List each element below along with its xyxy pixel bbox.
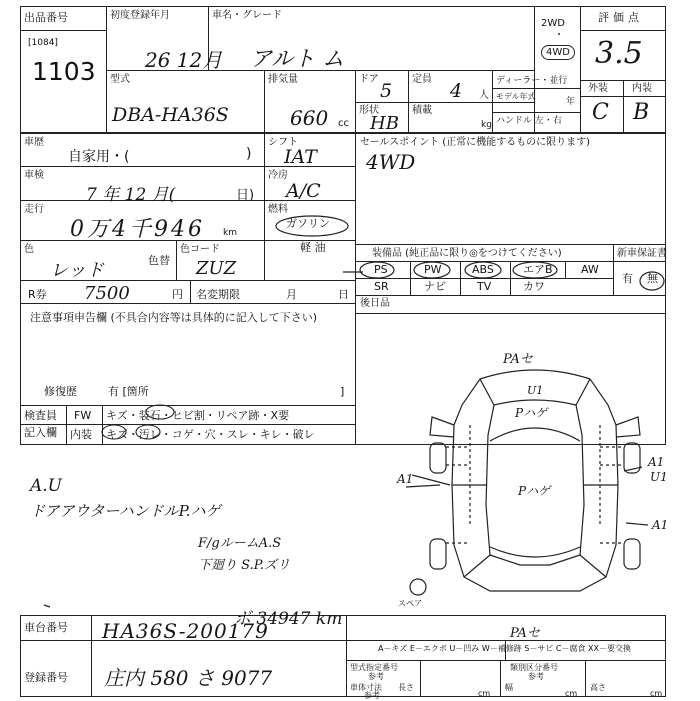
remark-line-4: 下廻り S.P.ズリ	[198, 558, 290, 573]
dealer-label: ディーラー・並行	[496, 76, 568, 86]
length-label: 長さ	[398, 683, 414, 692]
warranty-label: 新車保証書	[617, 248, 667, 259]
remark-line-1: A.U	[30, 476, 63, 496]
chassis-value: HA36S-200179	[102, 619, 269, 643]
history-close: )	[246, 146, 252, 162]
mileage-label: 走行	[24, 204, 44, 215]
remark-serial: ボ 34947 km	[234, 609, 343, 629]
history-label: 車歴	[24, 137, 44, 148]
damage-legend: A－キズ E－エクボ U－凹み W－補修跡 S－サビ C－腐食 XX－要交換	[378, 644, 632, 653]
reg-value: 庄内 580 さ 9077	[104, 666, 273, 690]
color-label: 色	[24, 244, 34, 255]
diagram-roof-note-2: Pハゲ	[515, 406, 548, 420]
weight-label: 積載	[412, 105, 432, 116]
color-change-label: 色替	[148, 254, 170, 267]
height-unit: cm	[650, 689, 663, 698]
remark-line-3: F/gルームA.S	[198, 536, 282, 551]
displacement-value: 660	[290, 106, 329, 130]
weight-unit: kg	[481, 120, 492, 130]
repair-value: 有 [箇所	[108, 385, 149, 398]
car-name-value: アルト ム	[250, 47, 345, 72]
type-value: DBA-HA36S	[112, 104, 229, 126]
drive-dot: ・	[554, 30, 564, 41]
warranty-no: 無	[647, 272, 658, 285]
type-spec-ref: 参考	[368, 672, 384, 681]
seats-unit: 人	[479, 90, 489, 101]
lot-bracket-code: [1084]	[28, 38, 58, 48]
inspection-day: 日)	[236, 188, 255, 203]
repair-label: 修復歴	[44, 385, 77, 398]
cc-unit: cc	[338, 118, 349, 129]
equip-airbag: エアB	[523, 263, 553, 276]
seats-label: 定員	[412, 74, 432, 85]
shift-label: シフト	[268, 137, 298, 148]
equip-navi: ナビ	[424, 280, 446, 293]
equip-aw: AW	[581, 263, 599, 276]
shape-label: 形状	[359, 105, 379, 116]
diagram-bottom-note: PAセ	[510, 626, 540, 641]
repair-close: ]	[340, 385, 345, 398]
model-year-label: モデル年式	[496, 92, 536, 101]
chassis-label: 車台番号	[24, 621, 68, 634]
notes-label: 注意事項申告欄 (不具合内容等は具体的に記入して下さい)	[30, 311, 318, 324]
fuel-label: 燃料	[268, 204, 288, 215]
class-label: 類別区分番号	[510, 663, 558, 672]
lot-label: 出品番号	[24, 11, 68, 24]
color-code-value: ZUZ	[196, 258, 237, 279]
width-label: 幅	[505, 683, 513, 692]
diagram-right-note-2: U1	[650, 470, 668, 484]
width-unit: cm	[565, 689, 578, 698]
equip-leather: カワ	[523, 280, 545, 293]
equip-sr: SR	[374, 280, 389, 293]
drive-4wd-circled: 4WD	[541, 45, 575, 60]
remark-tick	[40, 595, 80, 615]
lot-number: 1103	[32, 57, 96, 86]
equip-ps: PS	[374, 263, 388, 276]
ac-label: 冷房	[268, 170, 288, 181]
inspector-int-label: 内装	[70, 428, 92, 441]
equip-abs: ABS	[472, 263, 494, 276]
type-label: 型式	[110, 74, 130, 85]
recycle-unit: 円	[172, 288, 183, 301]
displacement-label: 排気量	[268, 74, 298, 85]
remark-line-2: ドアアウターハンドルP.ハゲ	[30, 502, 221, 520]
recycle-label: R券	[28, 288, 47, 301]
diagram-top-note: PAセ	[503, 352, 533, 367]
interior-grade: B	[633, 100, 650, 125]
reg-label: 登録番号	[24, 671, 68, 684]
sales-label: セールスポイント (正常に機能するものに限ります)	[360, 137, 591, 148]
inspection-value: 7 年 12 月(	[86, 185, 176, 205]
equip-pw: PW	[424, 263, 442, 276]
doors-label: ドア	[359, 74, 379, 85]
type-spec-label: 型式指定番号	[350, 663, 398, 672]
doors-value: 5	[380, 80, 393, 102]
equipment-circle-marks	[355, 256, 675, 296]
drive-2wd-label: 2WD	[541, 18, 565, 29]
ac-value: A/C	[286, 180, 321, 202]
diagram-right-note-3: A1	[652, 518, 669, 532]
size-label: 車体寸法	[350, 683, 382, 692]
diagram-right-note-1: A1	[648, 455, 665, 469]
mileage-value: 0万4千946	[70, 217, 205, 242]
history-value: 自家用・(	[68, 149, 130, 165]
handle-label: ハンドル 左・右	[496, 116, 562, 126]
diagram-roof-note-1: U1	[527, 384, 544, 397]
exterior-label: 外装	[588, 83, 608, 94]
sales-value: 4WD	[366, 150, 416, 174]
score-value: 3.5	[595, 36, 643, 71]
first-reg-label: 初度登録年月	[110, 10, 170, 21]
valid-month: 月	[286, 288, 297, 301]
inspector-label-2: 記入欄	[24, 426, 57, 439]
warranty-yes: 有	[622, 272, 633, 285]
fuel-diesel: 軽 油	[300, 241, 326, 254]
valid-day: 日	[338, 288, 349, 301]
equipment-label: 装備品 (純正品に限り◎をつけてください)	[372, 248, 562, 259]
inspector-fw-label: FW	[74, 409, 92, 422]
first-reg-value: 26 12月	[145, 48, 223, 72]
color-value: レッド	[50, 260, 104, 281]
color-code-label: 色コード	[180, 244, 220, 255]
car-name-label: 車名・グレード	[212, 10, 282, 21]
interior-label: 内装	[632, 83, 652, 94]
height-label: 高さ	[590, 683, 606, 692]
score-label: 評価点	[598, 11, 643, 24]
length-unit: cm	[478, 689, 491, 698]
inspector-circle-marks	[100, 403, 220, 433]
shape-value: HB	[370, 113, 399, 134]
inspector-int-items: キズ・汚レ・コゲ・穴・スレ・キレ・破レ	[106, 428, 315, 441]
inspector-fw-items: キズ・装石・ヒビ割・リペア跡・X要	[106, 409, 290, 422]
diagram-center-note: Pハゲ	[518, 484, 551, 498]
spare-tire-label: スペア	[398, 599, 422, 608]
size-ref: 参考	[364, 691, 380, 700]
seats-value: 4	[450, 80, 463, 102]
mileage-unit: km	[223, 228, 237, 238]
equip-tv: TV	[477, 280, 492, 293]
model-year-unit: 年	[566, 97, 576, 107]
exterior-grade: C	[592, 100, 609, 125]
diagram-left-note: A1	[397, 472, 414, 486]
valid-label: 名変期限	[196, 288, 240, 301]
class-ref: 参考	[528, 672, 544, 681]
recycle-value: 7500	[84, 283, 130, 304]
later-label: 後日品	[360, 298, 390, 309]
inspector-label-1: 検査員	[24, 409, 57, 422]
fuel-gasoline: ガソリン	[286, 217, 330, 230]
shift-value: IAT	[284, 146, 317, 168]
inspection-label: 車検	[24, 170, 44, 181]
fuel-circle-mark	[272, 212, 352, 242]
